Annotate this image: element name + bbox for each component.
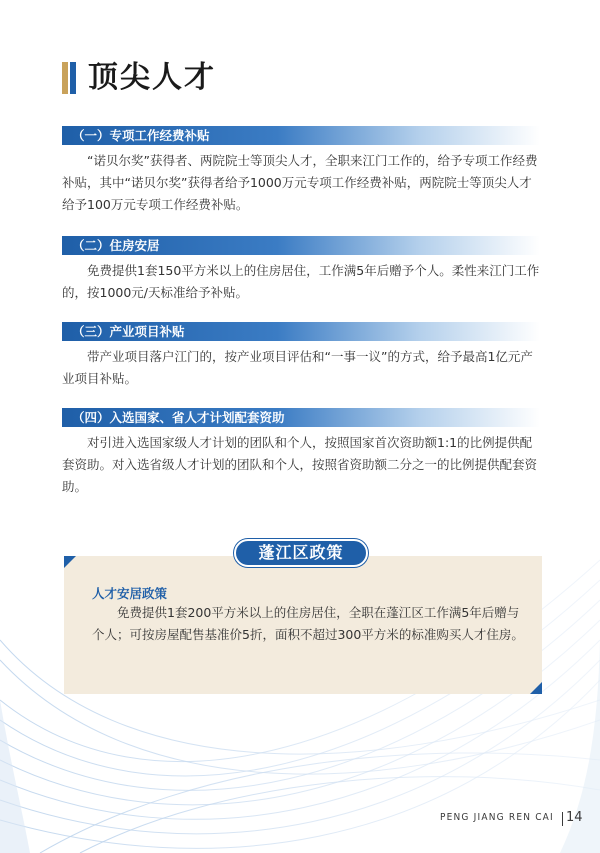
page-number: 14 [566,810,583,825]
policy-paragraph: 免费提供1套200平方米以上的住房居住，全职在蓬江区工作满5年后赠与个人；可按房屋配售基准价5折，面积不超过300平方米的标准购买人才住房。 [92,605,524,642]
section-paragraph-3: 带产业项目落户江门的，按产业项目评估和“一事一议”的方式，给予最高1亿元产业项目补贴。 [62,349,533,386]
policy-subtitle: 人才安居政策 [92,586,168,601]
section-body-2 [62,260,542,304]
section-heading-1: （一）专项工作经费补贴 [62,126,540,145]
footer-divider [562,812,563,826]
section-body-1 [62,150,542,216]
section-heading-3: （三）产业项目补贴 [62,322,540,341]
section-paragraph-2: 免费提供1套150平方米以上的住房居住，工作满5年后赠予个人。柔性来江门工作的，按1000元/天标准给予补贴。 [62,263,540,300]
section-heading-4: （四）入选国家、省人才计划配套资助 [62,408,540,427]
section-body-4 [62,432,542,498]
section-body-3 [62,346,542,390]
page-title-group [62,60,216,96]
title-accent-gold [62,62,68,94]
district-policy-badge: 蓬江区政策 [234,539,368,567]
title-accent-blue [70,62,76,94]
section-heading-2: （二）住房安居 [62,236,540,255]
policy-corner-bottom-right [530,682,542,694]
section-paragraph-4: 对引进入选国家级人才计划的团队和个人，按照国家首次资助额1:1的比例提供配套资助。对入选省级人才计划的团队和个人，按照省资助额二分之一的比例提供配套资助。 [62,435,538,494]
section-paragraph-1: “诺贝尔奖”获得者、两院院士等顶尖人才，全职来江门工作的，给予专项工作经费补贴，其中“诺贝尔奖”获得者给予1000万元专项工作经费补贴，两院院士等顶尖人才给予100万元专项工作经费补贴。 [62,153,538,212]
page-title: 顶尖人才 [88,60,216,95]
policy-corner-top-left [64,556,76,568]
policy-body [92,602,526,646]
footer-label: PENG JIANG REN CAI [440,812,554,823]
